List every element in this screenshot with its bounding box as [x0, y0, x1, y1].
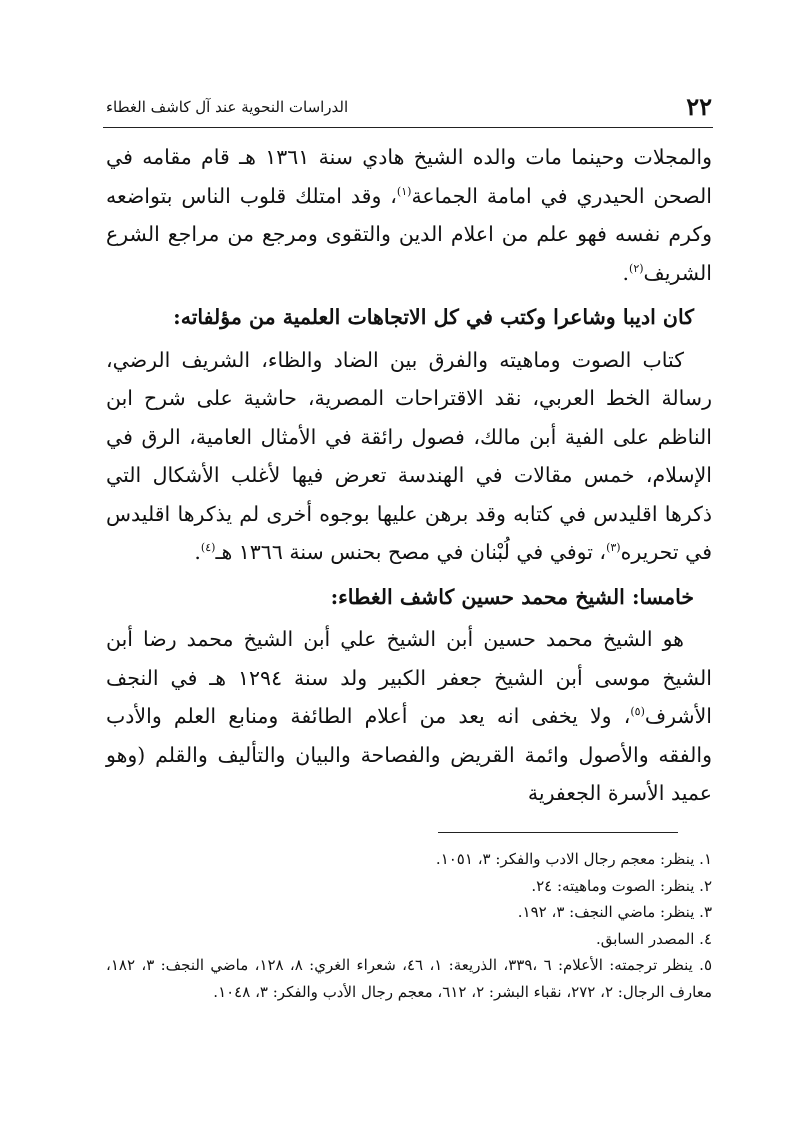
footnote-ref-4: (٤)	[200, 541, 216, 555]
running-header	[106, 92, 712, 122]
footnote-4: ٤. المصدر السابق.	[595, 929, 712, 948]
page-number: ٢٢	[686, 92, 712, 121]
main-text	[106, 138, 712, 813]
running-title: الدراسات النحوية عند آل كاشف الغطاء	[106, 98, 349, 116]
header-rule	[103, 127, 713, 128]
footnote-ref-3: (٣)	[606, 541, 621, 555]
section-heading-fifth: خامسا: الشيخ محمد حسين كاشف الغطاء:	[330, 584, 694, 609]
footnote-ref-2: (٢)	[629, 261, 644, 275]
footnote-2: ٢. ينظر: الصوت وماهيته: ٢٤.	[531, 876, 712, 895]
footnote-5: ٥. ينظر ترجمته: الأعلام: ٦ ،٣٣٩، الذريعة: ١، ٤٦، شعراء الغري: ٨، ١٢٨، ماضي النجف: ٣، ١٨٢، معارف الرجال: ٢، ٢٧٢، نقباء البشر: ٢، ٦١٢، معجم رجال الأدب والفكر: ٣، ١٠٤٨.	[106, 956, 713, 1001]
paragraph-2: كتاب الصوت وماهيته والفرق بين الضاد والظاء، الشريف الرضي، رسالة الخط العربي، نقد الاقتراحات المصرية، حاشية على شرح ابن الناظم على الفية أبن مالك، فصول رائقة في الأمثال العامية، الرق في الإسلام، خمس مقالات في الهندسة تعرض فيها لأغلب الأشكال التي ذكرها اقليدس في كتابه وقد برهن عليها بوجوه أخرى لم يذكرها اقليدس في تحريره$^{(٣)}$، توفي في لُبْنان في مصح بحنس سنة ١٣٦٦ هـ$^{(٤)}$.	[106, 347, 712, 564]
footnotes	[106, 846, 712, 1005]
paragraph-3: هو الشيخ محمد حسين أبن الشيخ علي أبن الشيخ محمد رضا أبن الشيخ موسى أبن الشيخ جعفر الكبير ولد سنة ١٢٩٤ هـ في النجف الأشرف$^{(٥)}$، ولا يخفى انه يعد من أعلام الطائفة ومنابع العلم والأدب والفقه والأصول وائمة القريض والفصاحة والبيان والتأليف والقلم (وهو عميد الأسرة الجعفرية	[106, 627, 712, 805]
footnote-3: ٣. ينظر: ماضي النجف: ٣، ١٩٢.	[517, 903, 712, 921]
footnote-separator	[438, 832, 678, 833]
section-heading-works: كان اديبا وشاعرا وكتب في كل الاتجاهات العلمية من مؤلفاته:	[173, 305, 694, 329]
paragraph-1: والمجلات وحينما مات والده الشيخ هادي سنة ١٣٦١ هـ قام مقامه في الصحن الحيدري في امامة الجماعة$^{(١)}$، وقد امتلك قلوب الناس بتواضعه وكرم نفسه فهو علم من اعلام الدين والتقوى ومرجع من مراجع الشرع الشريف$^{(٢)}$.	[106, 145, 713, 285]
footnote-ref-1: (١)	[396, 184, 412, 198]
footnote-1: ١. ينظر: معجم رجال الادب والفكر: ٣، ١٠٥١.	[435, 850, 712, 868]
footnote-ref-5: (٥)	[630, 705, 645, 719]
